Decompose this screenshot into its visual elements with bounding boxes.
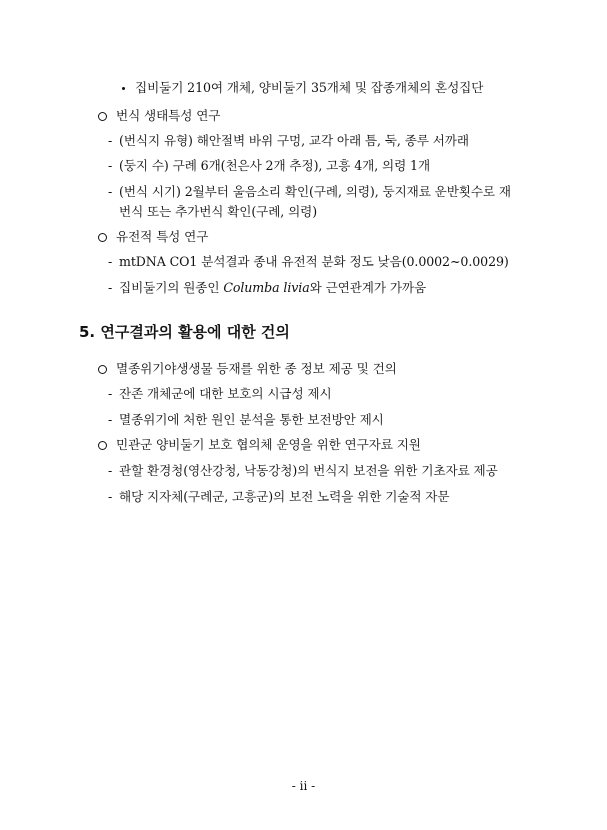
breeding-section-title: 번식 생태특성 연구	[116, 108, 221, 123]
section-5-heading: 5. 연구결과의 활용에 대한 건의	[79, 323, 290, 341]
dash-bullet: -	[108, 463, 113, 478]
species-name: Columba livia	[223, 280, 310, 295]
dash-bullet: -	[108, 412, 113, 427]
recommendation-1-item-2: 멸종위기에 처한 원인 분석을 통한 보전방안 제시	[119, 412, 384, 427]
genetic-item-relation-pre: 집비둘기의 원종인	[119, 280, 224, 295]
dash-bullet: -	[108, 254, 113, 269]
recommendation-2-item-1: 관할 환경청(영산강청, 낙동강청)의 번식지 보전을 위한 기초자료 제공	[119, 463, 498, 478]
breeding-item-nests: (둥지 수) 구례 6개(천은사 2개 추정), 고흥 4개, 의령 1개	[119, 158, 431, 173]
breeding-item-season-cont: 번식 또는 추가번식 확인(구례, 의령)	[119, 204, 318, 219]
recommendation-2-item-2: 해당 지자체(구례군, 고흥군)의 보전 노력을 위한 기술적 자문	[119, 489, 450, 504]
genetic-section-title: 유전적 특성 연구	[116, 229, 209, 244]
population-note: 집비둘기 210여 개체, 양비둘기 35개체 및 잡종개체의 혼성집단	[135, 80, 484, 95]
circle-bullet-icon	[98, 365, 107, 374]
dash-bullet: -	[108, 386, 113, 401]
dash-bullet: -	[108, 184, 113, 199]
recommendation-title-2: 민관군 양비둘기 보호 협의체 운영을 위한 연구자료 지원	[116, 437, 421, 452]
dash-bullet: -	[108, 133, 113, 148]
circle-bullet-icon	[98, 112, 107, 121]
dash-bullet: -	[108, 489, 113, 504]
genetic-item-mtdna: mtDNA CO1 분석결과 종내 유전적 분화 정도 낮음(0.0002~0.0029)	[119, 254, 509, 269]
recommendation-1-item-1: 잔존 개체군에 대한 보호의 시급성 제시	[119, 386, 332, 401]
circle-bullet-icon	[98, 441, 107, 450]
dash-bullet: -	[108, 280, 113, 295]
breeding-item-habitat: (번식지 유형) 해안절벽 바위 구멍, 교각 아래 틈, 둑, 종루 서까래	[119, 133, 469, 148]
genetic-item-relation	[119, 280, 426, 296]
circle-bullet-icon	[98, 233, 107, 242]
recommendation-title-1: 멸종위기야생생물 등재를 위한 종 정보 제공 및 건의	[116, 361, 397, 376]
page-number: - ii -	[291, 779, 316, 793]
breeding-item-season: (번식 시기) 2월부터 울음소리 확인(구례, 의령), 둥지재료 운반횟수로 재	[119, 184, 511, 199]
bullet-dot-icon	[122, 87, 125, 90]
dash-bullet: -	[108, 158, 113, 173]
genetic-item-relation-post: 와 근연관계가 가까움	[309, 280, 427, 295]
